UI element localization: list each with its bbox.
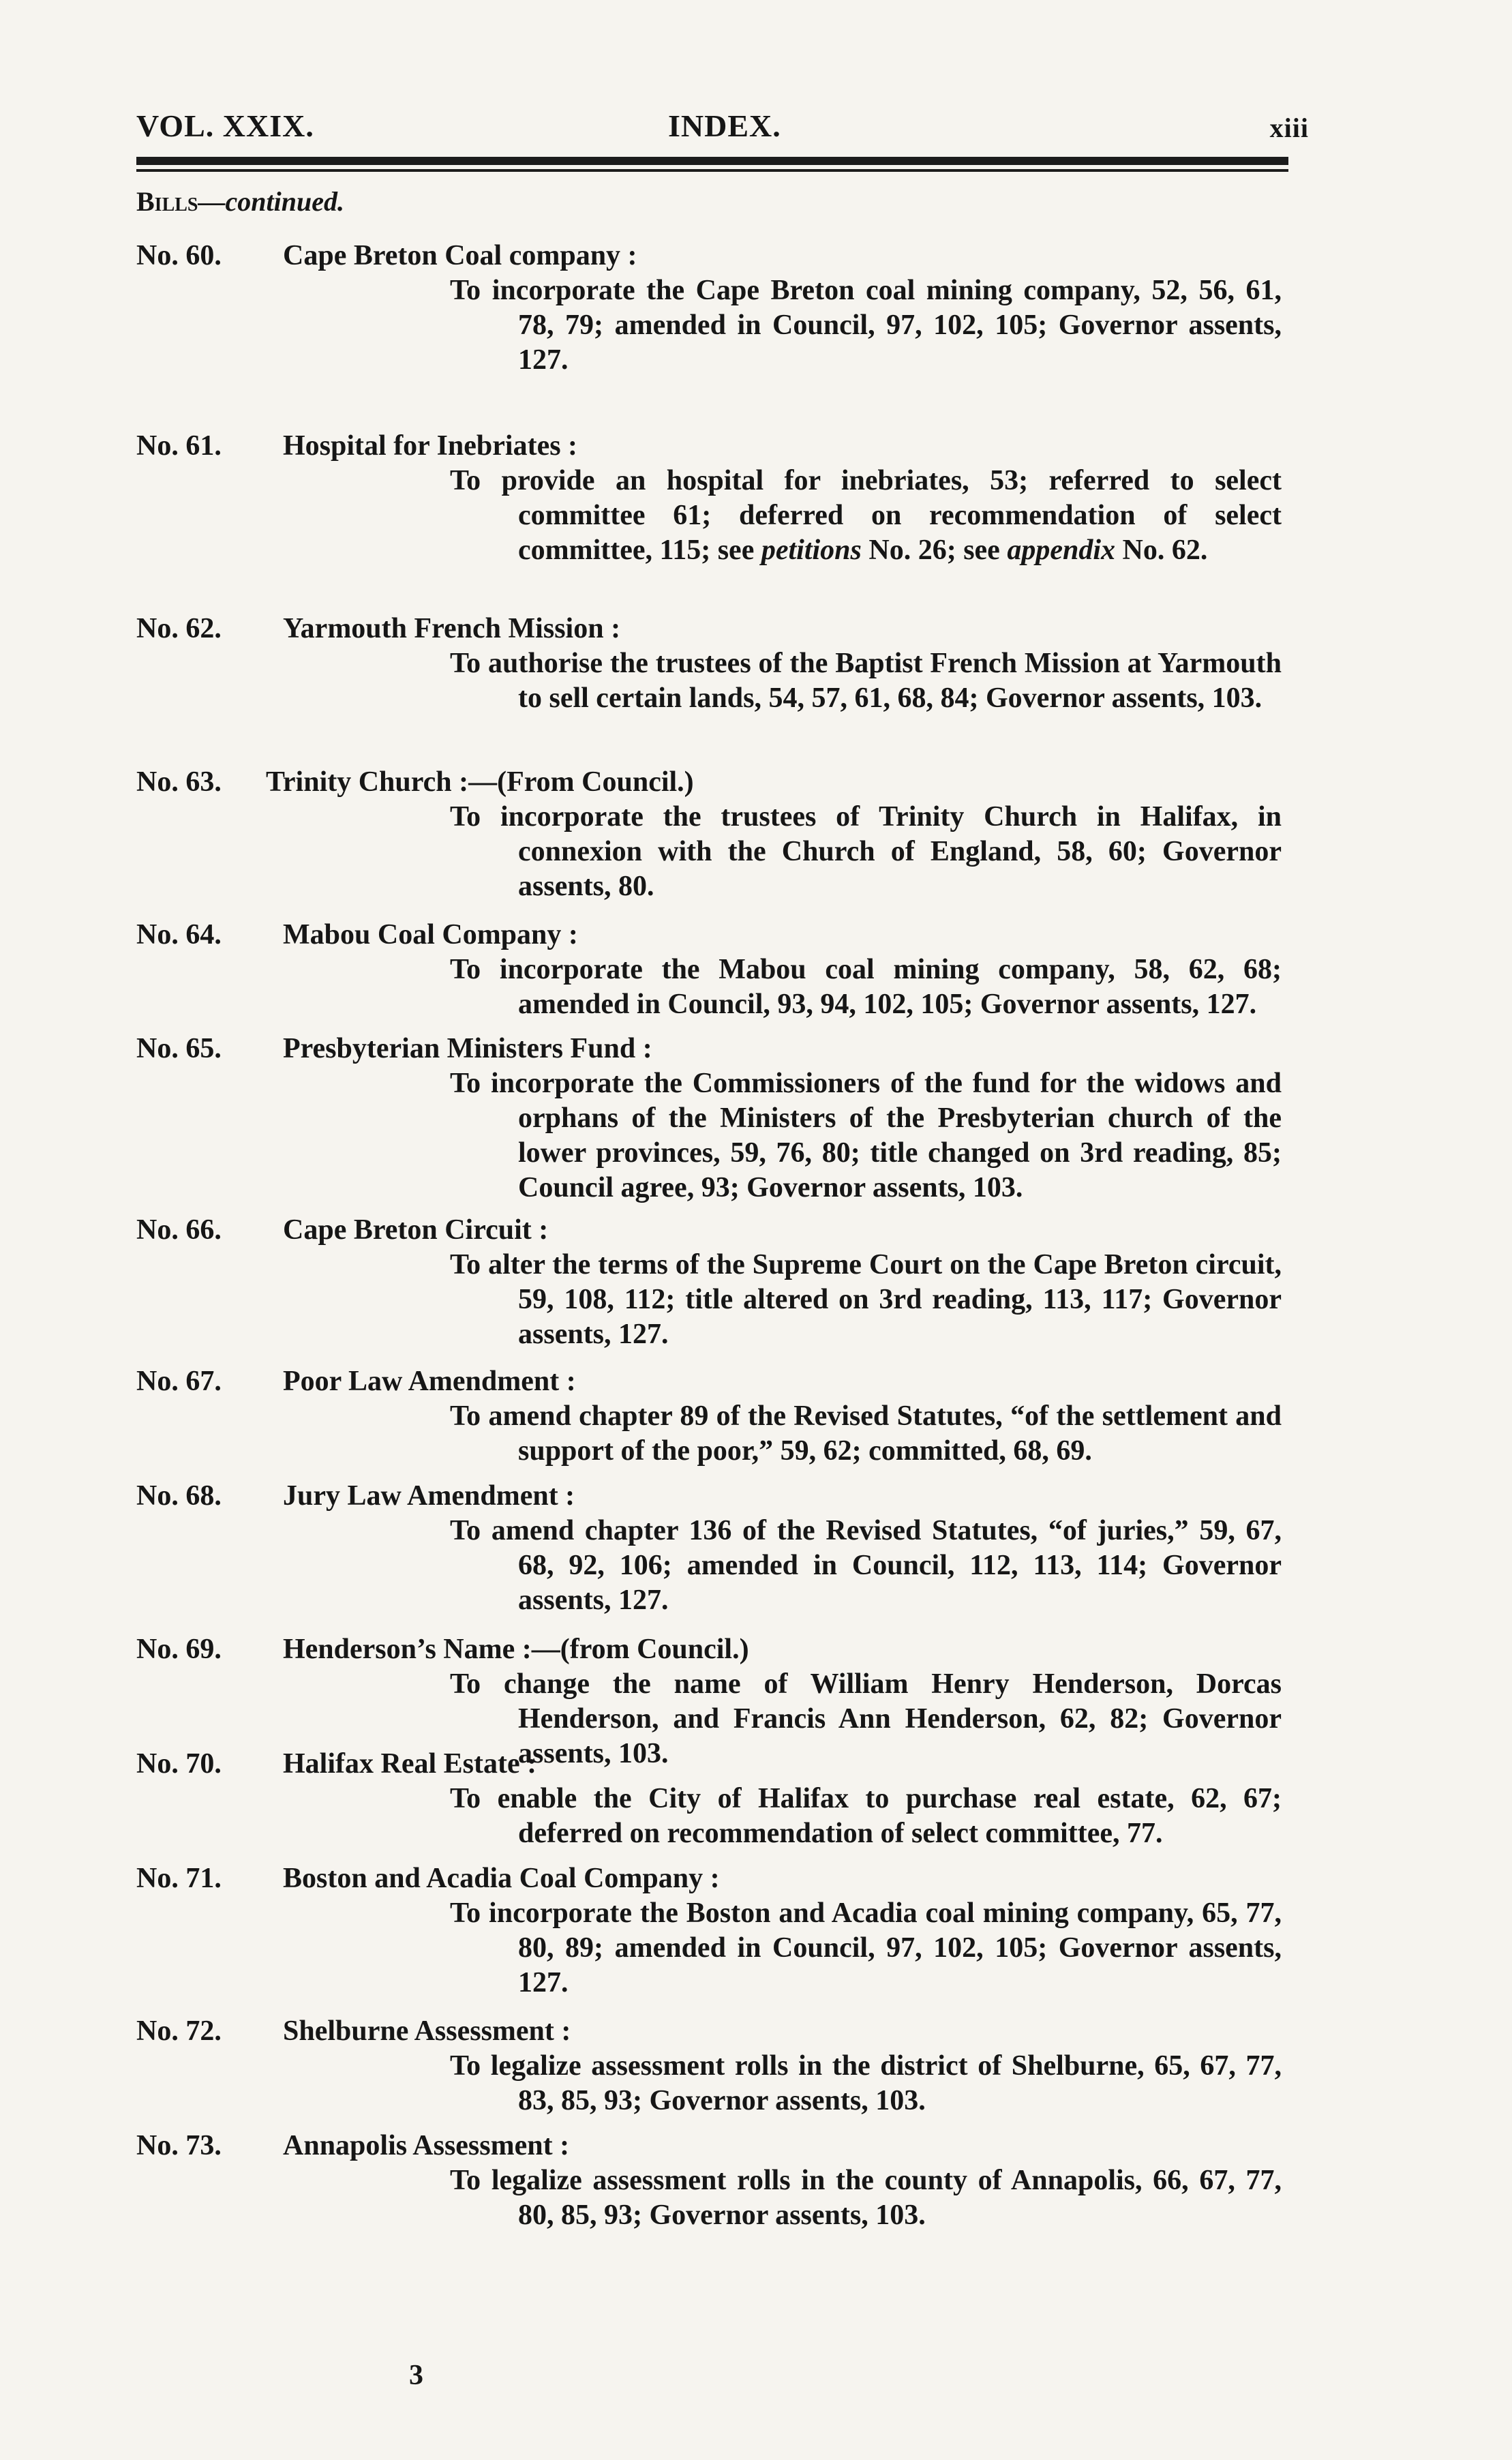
bill-number: No. 64. [136,919,222,950]
volume-label: VOL. XXIX. [136,108,314,143]
bill-description: To incorporate the Boston and Acadia coal mining company, 65, 77, 80, 89; amended in Council, 97, 102, 105; Governor assents, 127. [450,1897,1282,1998]
section-heading [136,185,344,217]
bill-description: To amend chapter 136 of the Revised Statutes, “of juries,” 59, 67, 68, 92, 106; amended in Council, 112, 113, 114; Governor assents, 127. [450,1515,1282,1616]
bill-number: No. 67. [136,1366,222,1397]
bill-title: Cape Breton Coal company : [283,240,637,271]
bill-entry [136,918,1282,1032]
bill-title: Cape Breton Circuit : [283,1214,549,1246]
bill-entry [136,1032,1282,1213]
bill-number: No. 66. [136,1214,222,1246]
bill-number: No. 71. [136,1863,222,1894]
page-number-roman: xiii [1269,112,1309,143]
bill-number: No. 72. [136,2015,222,2047]
bill-number: No. 65. [136,1033,222,1064]
bill-entry [136,1364,1282,1479]
bill-title: Jury Law Amendment : [283,1480,575,1512]
bill-title: Mabou Coal Company : [283,919,578,950]
appendix-ref: appendix [1007,535,1115,566]
bill-number: No. 70. [136,1748,222,1780]
bill-title: Henderson’s Name :—(from Council.) [283,1634,749,1665]
bill-title: Shelburne Assessment : [283,2015,571,2047]
bill-title: Trinity Church :—(From Council.) [266,766,694,798]
bill-entries [136,239,1282,2238]
bill-title: Hospital for Inebriates : [283,430,578,462]
bill-title: Poor Law Amendment : [283,1366,576,1397]
bill-entry [136,2129,1282,2238]
bill-entry [136,1747,1282,1861]
bill-title: Halifax Real Estate : [283,1748,537,1780]
bill-description: To enable the City of Halifax to purchase real estate, 62, 67; deferred on recommendation of select committee, 77. [450,1783,1282,1849]
header-title: INDEX. [668,108,781,143]
bill-title: Annapolis Assessment : [283,2130,570,2161]
bill-entry [136,239,1282,429]
bill-number: No. 60. [136,240,222,271]
header-rule-thin [136,169,1288,172]
bill-entry [136,1861,1282,2014]
bill-number: No. 62. [136,613,222,644]
bill-description: To incorporate the Mabou coal mining company, 58, 62, 68; amended in Council, 93, 94, 102, 105; Governor assents, 127. [450,954,1282,1020]
bill-number: No. 61. [136,430,222,462]
bill-description: To incorporate the Commissioners of the fund for the widows and orphans of the Ministers of the Presbyterian church of the lower provinces, 59, 76, 80; title changed on 3rd reading, 85; Council agree, 93; Governor assents, 103. [450,1068,1282,1203]
bill-entry [136,429,1282,612]
bill-description: To alter the terms of the Supreme Court on the Cape Breton circuit, 59, 108, 112; title altered on 3rd reading, 113, 117; Governor assents, 127. [450,1249,1282,1350]
section-name: Bills [136,186,198,217]
bill-entry [136,1213,1282,1364]
bill-description: To amend chapter 89 of the Revised Statutes, “of the settlement and support of the poor,” 59, 62; committed, 68, 69. [450,1400,1282,1467]
bill-number: No. 73. [136,2130,222,2161]
bill-description: To change the name of William Henry Henderson, Dorcas Henderson, and Francis Ann Henderson, 62, 82; Governor assents, 103. [450,1668,1282,1769]
bill-entry [136,612,1282,765]
header-rule-thick [136,157,1288,165]
bill-entry [136,2014,1282,2129]
bill-number: No. 63. [136,766,222,798]
bill-description: To authorise the trustees of the Baptist French Mission at Yarmouth to sell certain lands, 54, 57, 61, 68, 84; Governor assents, 103. [450,648,1282,714]
section-continued: —continued. [198,186,344,217]
bill-description: To provide an hospital for inebriates, 53; referred to select committee 61; deferred on recommendation of select committee, 115; see petitions No. 26; see appendix No. 62. [450,465,1282,566]
bill-description: To incorporate the trustees of Trinity Church in Halifax, in connexion with the Church of England, 58, 60; Governor assents, 80. [450,801,1282,902]
bill-title: Presbyterian Ministers Fund : [283,1033,652,1064]
bill-entry [136,765,1282,918]
bill-title: Yarmouth French Mission : [283,613,621,644]
bill-number: No. 68. [136,1480,222,1512]
bill-entry [136,1479,1282,1632]
bill-description: To legalize assessment rolls in the district of Shelburne, 65, 67, 77, 83, 85, 93; Governor assents, 103. [450,2050,1282,2116]
signature-mark: 3 [409,2360,423,2391]
bill-description: To legalize assessment rolls in the county of Annapolis, 66, 67, 77, 80, 85, 93; Governor assents, 103. [450,2165,1282,2231]
bill-number: No. 69. [136,1634,222,1665]
petitions-ref: petitions [761,535,862,566]
running-header [136,101,1309,155]
bill-description: To incorporate the Cape Breton coal mining company, 52, 56, 61, 78, 79; amended in Council, 97, 102, 105; Governor assents, 127. [450,275,1282,376]
bill-title: Boston and Acadia Coal Company : [283,1863,720,1894]
